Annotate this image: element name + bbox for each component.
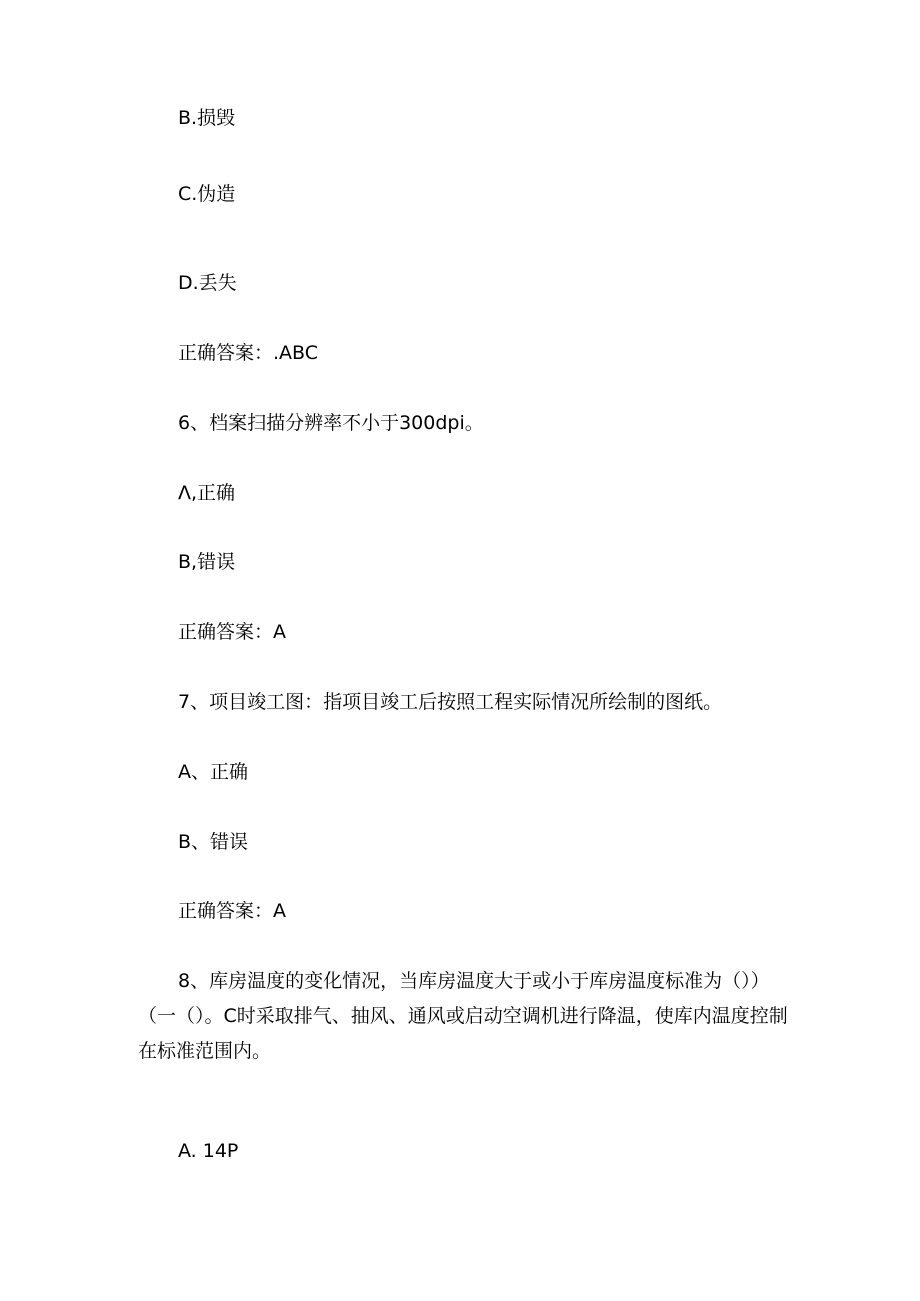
q7-option-b: B、错误 — [178, 831, 249, 853]
q6-option-a: Λ,正确 — [178, 482, 236, 504]
q6-option-b: B,错误 — [178, 551, 236, 573]
q7-question: 7、项目竣工图：指项目竣工后按照工程实际情况所绘制的图纸。 — [178, 691, 723, 713]
q5-answer: 正确答案：.ABC — [178, 342, 319, 364]
q5-option-b: B.损毁 — [178, 107, 236, 129]
q6-answer: 正确答案：A — [178, 621, 286, 643]
q5-option-d: D.丢失 — [178, 272, 237, 294]
q8-option-a: A. 14P — [178, 1140, 239, 1162]
q8-question: 8、库房温度的变化情况，当库房温度大于或小于库房温度标准为（））（一（）。C时采取排气、抽风、通风或启动空调机进行降温，使库内温度控制在标准范围内。 — [138, 970, 788, 1062]
q7-answer: 正确答案：A — [178, 900, 286, 922]
q6-question: 6、档案扫描分辨率不小于300dpi。 — [178, 412, 484, 434]
q7-option-a: A、正确 — [178, 761, 248, 783]
q5-option-c: C.伪造 — [178, 183, 236, 205]
